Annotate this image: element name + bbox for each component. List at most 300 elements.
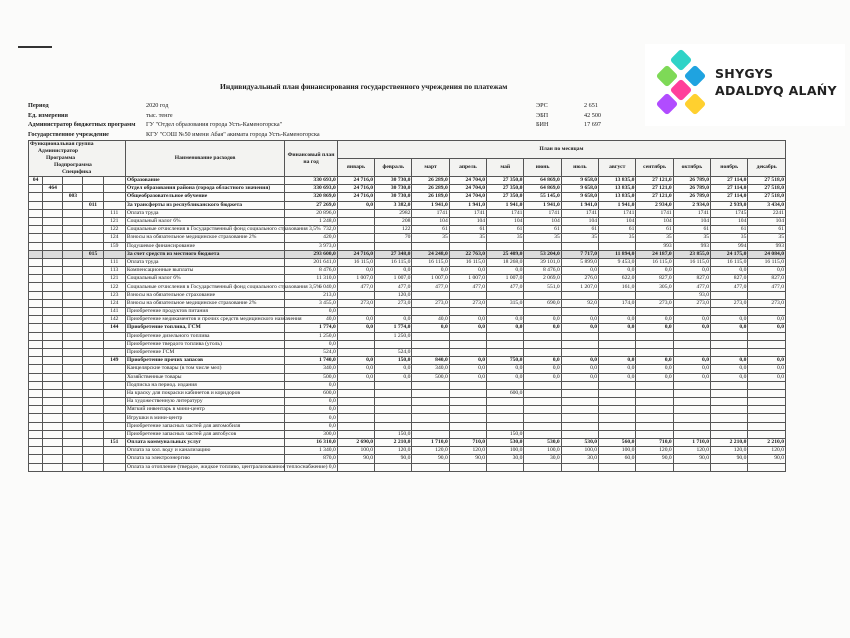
cell-month-value: 39 101,0 xyxy=(524,258,561,266)
cell-month-value xyxy=(412,242,449,250)
cell-month-value xyxy=(599,389,636,397)
cell-month-value: 0,0 xyxy=(711,267,748,275)
cell-year-total: 500,0 xyxy=(285,373,337,381)
meta-code-label: ЭБП xyxy=(536,111,549,119)
cell-year-total: 8 476,0 xyxy=(285,267,337,275)
cell-subprogram xyxy=(83,439,103,447)
cell-month-value xyxy=(673,406,710,414)
cell-subprogram xyxy=(83,217,103,225)
cell-month-value: 710,0 xyxy=(636,439,673,447)
cell-month-value xyxy=(337,406,374,414)
cell-program xyxy=(63,291,83,299)
cell-subprogram xyxy=(83,316,103,324)
cell-month-value: 1 941,0 xyxy=(449,201,486,209)
cell-name: Подписка на период. издания xyxy=(125,381,284,389)
cell-func-group xyxy=(29,234,43,242)
cell-specific: 142 xyxy=(103,316,125,324)
cell-month-value: 100,0 xyxy=(487,447,524,455)
cell-name: Взносы на обязательное медицинское страхование 2% xyxy=(125,299,284,307)
table-row xyxy=(29,381,786,389)
cell-name: Взносы на обязательное страхование xyxy=(125,291,284,299)
cell-year-total: 0,0 xyxy=(285,398,337,406)
cell-month-value xyxy=(636,463,673,471)
cell-month-value xyxy=(337,291,374,299)
cell-month-value xyxy=(636,389,673,397)
cell-month-value: 2241 xyxy=(748,209,786,217)
table-row xyxy=(29,398,786,406)
cell-month-value: 24 704,0 xyxy=(449,185,486,193)
cell-month-value xyxy=(599,414,636,422)
cell-month-value xyxy=(636,406,673,414)
cell-month-value xyxy=(711,414,748,422)
cell-func-group xyxy=(29,447,43,455)
cell-month-value xyxy=(337,226,374,234)
cell-month-value xyxy=(561,381,598,389)
cell-month-value xyxy=(375,381,412,389)
cell-program xyxy=(63,373,83,381)
cell-name: Хозяйственные товары xyxy=(125,373,284,381)
cell-month-value xyxy=(449,422,486,430)
cell-month-value: 0,0 xyxy=(337,357,374,365)
cell-month-value xyxy=(487,291,524,299)
cell-specific: 122 xyxy=(103,226,125,234)
header-month: май xyxy=(487,159,524,177)
cell-month-value: 477,0 xyxy=(711,283,748,291)
cell-month-value xyxy=(561,332,598,340)
cell-month-value: 90,0 xyxy=(375,455,412,463)
cell-month-value xyxy=(412,414,449,422)
cell-month-value: 61 xyxy=(487,226,524,234)
header-func: Функциональная группа xyxy=(30,141,94,147)
cell-name: Социальный налог 6% xyxy=(125,275,284,283)
cell-month-value xyxy=(412,332,449,340)
cell-month-value xyxy=(748,430,786,438)
cell-subprogram xyxy=(83,332,103,340)
cell-year-total: 330 693,0 xyxy=(285,185,337,193)
cell-month-value: 104 xyxy=(636,217,673,225)
cell-month-value: 0,0 xyxy=(673,324,710,332)
logo xyxy=(645,44,845,126)
cell-subprogram xyxy=(83,177,103,185)
cell-month-value: 1 941,0 xyxy=(487,201,524,209)
cell-specific xyxy=(103,389,125,397)
cell-month-value: 26 789,0 xyxy=(673,177,710,185)
cell-month-value: 24 716,0 xyxy=(337,177,374,185)
table-row xyxy=(29,324,786,332)
cell-admin xyxy=(43,439,63,447)
cell-month-value: 0,0 xyxy=(599,267,636,275)
cell-month-value: 0,0 xyxy=(748,267,786,275)
cell-month-value: 827,0 xyxy=(711,275,748,283)
cell-month-value: 2982 xyxy=(375,209,412,217)
cell-month-value: 273,0 xyxy=(449,299,486,307)
cell-admin xyxy=(43,422,63,430)
cell-program xyxy=(63,381,83,389)
cell-program xyxy=(63,234,83,242)
cell-year-total: 0,0 xyxy=(285,308,337,316)
cell-program xyxy=(63,340,83,348)
cell-func-group xyxy=(29,324,43,332)
cell-name: Приобретение дизельного топлива xyxy=(125,332,284,340)
cell-month-value: 26 289,0 xyxy=(412,177,449,185)
cell-program xyxy=(63,332,83,340)
cell-year-total: 600,0 xyxy=(285,389,337,397)
cell-year-total: 6 040,0 xyxy=(285,283,337,291)
cell-month-value: 35 xyxy=(449,234,486,242)
cell-admin xyxy=(43,340,63,348)
cell-month-value: 104 xyxy=(412,217,449,225)
cell-month-value: 2 210,0 xyxy=(711,439,748,447)
cell-subprogram xyxy=(83,324,103,332)
cell-subprogram xyxy=(83,365,103,373)
cell-name: Отдел образования района (города областного значения) xyxy=(125,185,284,193)
cell-month-value: 150,0 xyxy=(375,357,412,365)
cell-month-value: 477,0 xyxy=(375,283,412,291)
cell-admin xyxy=(43,234,63,242)
cell-month-value: 0,0 xyxy=(449,316,486,324)
cell-month-value: 26 789,0 xyxy=(673,193,710,201)
cell-year-total: 293 600,0 xyxy=(285,250,337,258)
cell-month-value xyxy=(673,332,710,340)
logo-text-line1: SHYGYS xyxy=(715,66,774,81)
cell-func-group xyxy=(29,365,43,373)
cell-admin xyxy=(43,373,63,381)
cell-month-value: 53 204,0 xyxy=(524,250,561,258)
cell-month-value: 340,0 xyxy=(412,365,449,373)
cell-month-value: 24 084,0 xyxy=(748,250,786,258)
cell-month-value: 93,0 xyxy=(673,291,710,299)
cell-month-value: 24 716,0 xyxy=(337,193,374,201)
header-month: март xyxy=(412,159,449,177)
cell-month-value: 9 658,0 xyxy=(561,185,598,193)
cell-month-value: 1745 xyxy=(711,209,748,217)
header-month: июнь xyxy=(524,159,561,177)
cell-month-value xyxy=(748,340,786,348)
cell-month-value: 27 518,0 xyxy=(748,185,786,193)
cell-month-value: 120,0 xyxy=(449,447,486,455)
cell-func-group xyxy=(29,414,43,422)
cell-specific: 123 xyxy=(103,291,125,299)
cell-month-value: 30 730,0 xyxy=(375,177,412,185)
cell-func-group xyxy=(29,226,43,234)
cell-func-group xyxy=(29,258,43,266)
cell-subprogram xyxy=(83,447,103,455)
cell-month-value: 993 xyxy=(673,242,710,250)
cell-month-value: 90,0 xyxy=(711,455,748,463)
header-month: ноябрь xyxy=(711,159,748,177)
cell-admin xyxy=(43,357,63,365)
cell-month-value: 16 115,0 xyxy=(337,258,374,266)
cell-month-value xyxy=(599,348,636,356)
cell-specific xyxy=(103,348,125,356)
table-row xyxy=(29,177,786,185)
cell-admin xyxy=(43,250,63,258)
cell-month-value xyxy=(487,463,524,471)
cell-subprogram xyxy=(83,242,103,250)
cell-month-value: 16 115,0 xyxy=(412,258,449,266)
cell-month-value: 30 730,0 xyxy=(375,185,412,193)
cell-func-group xyxy=(29,283,43,291)
cell-month-value xyxy=(487,406,524,414)
cell-month-value: 0,0 xyxy=(524,365,561,373)
cell-month-value xyxy=(449,332,486,340)
cell-month-value: 104 xyxy=(599,217,636,225)
cell-month-value xyxy=(748,398,786,406)
cell-month-value xyxy=(711,291,748,299)
cell-month-value: 100,0 xyxy=(599,447,636,455)
table-row xyxy=(29,332,786,340)
cell-month-value: 0,0 xyxy=(711,365,748,373)
cell-month-value xyxy=(561,398,598,406)
cell-specific xyxy=(103,185,125,193)
cell-month-value: 0,0 xyxy=(449,373,486,381)
cell-month-value: 35 xyxy=(599,234,636,242)
cell-month-value: 90,0 xyxy=(636,455,673,463)
cell-month-value: 0,0 xyxy=(599,324,636,332)
cell-month-value: 0,0 xyxy=(599,373,636,381)
cell-program xyxy=(63,398,83,406)
cell-name: Приобретение прочих запасов xyxy=(125,357,284,365)
cell-month-value: 16 115,0 xyxy=(711,258,748,266)
cell-month-value xyxy=(673,348,710,356)
cell-specific: 124 xyxy=(103,299,125,307)
header-admin: Администратор xyxy=(38,148,78,154)
cell-month-value: 1 007,0 xyxy=(337,275,374,283)
cell-specific: 111 xyxy=(103,258,125,266)
cell-month-value: 530,0 xyxy=(487,439,524,447)
cell-month-value: 13 835,0 xyxy=(599,177,636,185)
table-row xyxy=(29,308,786,316)
cell-month-value: 0,0 xyxy=(711,373,748,381)
cell-month-value: 477,0 xyxy=(337,283,374,291)
cell-month-value: 0,0 xyxy=(748,373,786,381)
meta-code-label: ЭРС xyxy=(536,102,548,109)
cell-month-value: 90,0 xyxy=(449,455,486,463)
cell-month-value xyxy=(599,332,636,340)
cell-month-value: 0,0 xyxy=(636,267,673,275)
cell-month-value: 35 xyxy=(561,234,598,242)
cell-month-value: 273,0 xyxy=(748,299,786,307)
cell-specific xyxy=(103,373,125,381)
cell-month-value: 104 xyxy=(449,217,486,225)
cell-month-value: 30 730,0 xyxy=(375,193,412,201)
cell-month-value: 104 xyxy=(711,217,748,225)
meta-label: Государственное учреждение xyxy=(28,130,109,138)
cell-month-value xyxy=(711,463,748,471)
meta-label: Ед. измерения xyxy=(28,111,68,119)
cell-month-value: 1741 xyxy=(524,209,561,217)
cell-month-value xyxy=(449,430,486,438)
cell-month-value: 500,0 xyxy=(412,373,449,381)
cell-func-group xyxy=(29,340,43,348)
cell-name: За трансферты из республиканского бюджета xyxy=(125,201,284,209)
cell-month-value: 26 189,0 xyxy=(412,193,449,201)
cell-admin xyxy=(43,308,63,316)
cell-subprogram xyxy=(83,398,103,406)
cell-admin: 464 xyxy=(43,185,63,193)
cell-month-value: 120,0 xyxy=(748,447,786,455)
cell-month-value xyxy=(524,389,561,397)
cell-year-total: 3 455,0 xyxy=(285,299,337,307)
cell-month-value xyxy=(748,463,786,471)
cell-subprogram xyxy=(83,226,103,234)
cell-year-total: 1 774,0 xyxy=(285,324,337,332)
meta-row xyxy=(28,121,648,131)
cell-month-value xyxy=(487,348,524,356)
header-month: октябрь xyxy=(673,159,710,177)
cell-func-group xyxy=(29,422,43,430)
cell-month-value: 2 939,0 xyxy=(711,201,748,209)
cell-month-value xyxy=(748,406,786,414)
cell-specific: 149 xyxy=(103,357,125,365)
cell-specific xyxy=(103,201,125,209)
cell-year-total: 300,0 xyxy=(285,430,337,438)
cell-name: Мягкий инвентарь в мини-центр xyxy=(125,406,284,414)
cell-month-value: 55 145,0 xyxy=(524,193,561,201)
cell-month-value: 0,0 xyxy=(449,324,486,332)
cell-admin xyxy=(43,201,63,209)
cell-month-value: 0,0 xyxy=(561,365,598,373)
cell-month-value xyxy=(524,291,561,299)
corner-mark xyxy=(18,46,52,48)
cell-month-value: 7 717,0 xyxy=(561,250,598,258)
cell-month-value: 92,0 xyxy=(561,299,598,307)
cell-month-value: 0,0 xyxy=(375,267,412,275)
cell-admin xyxy=(43,348,63,356)
cell-month-value: 273,0 xyxy=(673,299,710,307)
plan-table xyxy=(28,140,786,472)
table-row xyxy=(29,414,786,422)
meta-code-label: БИН xyxy=(536,121,549,128)
cell-month-value xyxy=(337,422,374,430)
cell-month-value: 24 716,0 xyxy=(337,250,374,258)
table-row xyxy=(29,357,786,365)
cell-specific xyxy=(103,193,125,201)
cell-admin xyxy=(43,209,63,217)
cell-year-total: 732,0 xyxy=(285,226,337,234)
cell-month-value: 27 121,0 xyxy=(636,193,673,201)
cell-month-value: 1 941,0 xyxy=(412,201,449,209)
cell-month-value: 11 894,0 xyxy=(599,250,636,258)
cell-month-value: 1741 xyxy=(599,209,636,217)
cell-month-value: 26 289,0 xyxy=(412,185,449,193)
cell-month-value: 27 114,0 xyxy=(711,185,748,193)
cell-month-value: 0,0 xyxy=(449,267,486,275)
cell-month-value: 23 855,0 xyxy=(673,250,710,258)
cell-specific xyxy=(103,447,125,455)
cell-month-value xyxy=(748,332,786,340)
cell-month-value: 273,0 xyxy=(711,299,748,307)
cell-month-value: 104 xyxy=(673,217,710,225)
cell-month-value: 35 xyxy=(636,234,673,242)
cell-name: Социальный налог 6% xyxy=(125,217,284,225)
cell-month-value xyxy=(524,398,561,406)
cell-specific: 151 xyxy=(103,439,125,447)
cell-month-value: 0,0 xyxy=(487,373,524,381)
table-row xyxy=(29,185,786,193)
cell-month-value: 1 710,0 xyxy=(673,439,710,447)
cell-month-value xyxy=(337,414,374,422)
cell-month-value xyxy=(449,242,486,250)
cell-month-value: 1 941,0 xyxy=(599,201,636,209)
cell-program xyxy=(63,209,83,217)
cell-subprogram: 015 xyxy=(83,250,103,258)
cell-month-value: 0,0 xyxy=(599,357,636,365)
logo-text-line2: ADALDYQ ALAŃY xyxy=(715,83,837,98)
cell-month-value: 24 187,0 xyxy=(636,250,673,258)
cell-month-value xyxy=(748,422,786,430)
cell-month-value: 827,0 xyxy=(748,275,786,283)
document-title: Индивидуальный план финансирования государственного учреждения по платежам xyxy=(220,82,508,91)
cell-month-value: 827,0 xyxy=(636,275,673,283)
cell-subprogram xyxy=(83,357,103,365)
cell-month-value xyxy=(636,422,673,430)
cell-subprogram xyxy=(83,267,103,275)
cell-func-group xyxy=(29,389,43,397)
cell-month-value: 30,0 xyxy=(487,455,524,463)
cell-month-value: 0,0 xyxy=(337,373,374,381)
cell-month-value: 273,0 xyxy=(412,299,449,307)
cell-month-value: 16 115,0 xyxy=(748,258,786,266)
cell-month-value: 5 899,0 xyxy=(561,258,598,266)
cell-month-value: 0,0 xyxy=(337,324,374,332)
cell-subprogram xyxy=(83,291,103,299)
cell-subprogram xyxy=(83,283,103,291)
cell-month-value xyxy=(711,308,748,316)
cell-month-value xyxy=(673,389,710,397)
cell-month-value: 305,0 xyxy=(636,283,673,291)
cell-year-total: 11 310,0 xyxy=(285,275,337,283)
cell-func-group xyxy=(29,439,43,447)
cell-month-value: 0,0 xyxy=(524,324,561,332)
cell-func-group xyxy=(29,316,43,324)
cell-month-value: 100,0 xyxy=(337,447,374,455)
cell-admin xyxy=(43,226,63,234)
cell-specific: 113 xyxy=(103,267,125,275)
cell-subprogram xyxy=(83,381,103,389)
cell-month-value: 27 518,0 xyxy=(748,193,786,201)
cell-month-value: 27 350,0 xyxy=(487,177,524,185)
table-row xyxy=(29,430,786,438)
cell-month-value: 120,0 xyxy=(636,447,673,455)
cell-subprogram xyxy=(83,234,103,242)
header-prog: Программа xyxy=(46,155,76,161)
cell-month-value: 100,0 xyxy=(561,447,598,455)
cell-year-total: 213,0 xyxy=(285,291,337,299)
cell-name: Приобретение запасных частей для автобусов xyxy=(125,430,284,438)
cell-month-value: 16 115,0 xyxy=(375,258,412,266)
cell-month-value: 0,0 xyxy=(599,316,636,324)
cell-month-value xyxy=(449,348,486,356)
cell-month-value: 61 xyxy=(524,226,561,234)
cell-month-value xyxy=(412,422,449,430)
cell-month-value: 0,0 xyxy=(449,357,486,365)
cell-month-value: 1741 xyxy=(636,209,673,217)
cell-month-value: 30,0 xyxy=(524,455,561,463)
cell-month-value xyxy=(524,422,561,430)
cell-month-value xyxy=(412,381,449,389)
cell-month-value: 994 xyxy=(711,242,748,250)
cell-month-value xyxy=(449,389,486,397)
cell-subprogram xyxy=(83,430,103,438)
cell-specific xyxy=(103,422,125,430)
cell-year-total: 0,0 xyxy=(285,381,337,389)
cell-month-value: 0,0 xyxy=(673,267,710,275)
cell-func-group xyxy=(29,430,43,438)
cell-month-value: 40,0 xyxy=(412,316,449,324)
cell-program xyxy=(63,439,83,447)
cell-month-value: 0,0 xyxy=(524,357,561,365)
